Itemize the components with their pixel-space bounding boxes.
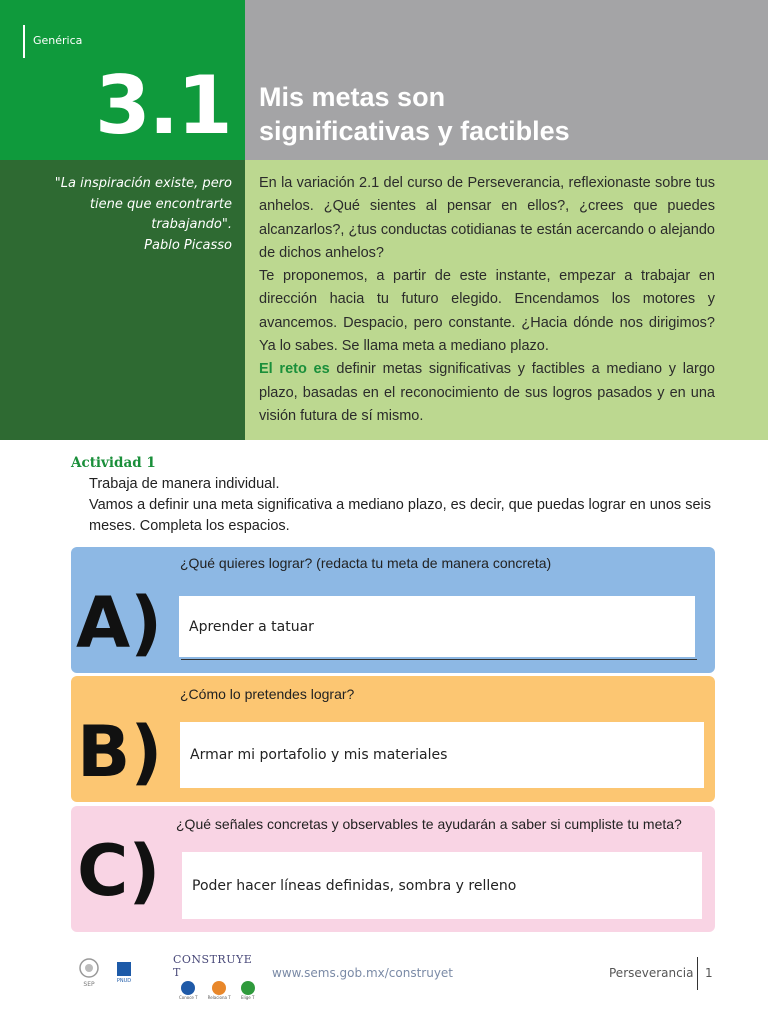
activity-instruction2: Vamos a definir una meta significativa a mediano plazo, es decir, que puedas lograr en unos seis meses. Completa los espacios.	[89, 496, 711, 534]
pnud-emblem-icon	[117, 962, 131, 976]
quote-line2: tiene que encontrarte	[89, 196, 232, 212]
quote-author: Pablo Picasso	[144, 237, 232, 253]
footer-divider	[697, 957, 698, 990]
card-b-question: ¿Cómo lo pretendes lograr?	[180, 686, 355, 702]
card-a-answer-field[interactable]	[179, 596, 695, 657]
elige-t-icon	[241, 981, 255, 995]
quote-line3: trabajando".	[151, 217, 232, 232]
footer-page-number: 1	[705, 966, 713, 980]
intro-paragraph2: Te proponemos, a partir de este instante, empezar a trabajar en dirección hacia tu futuro elegido. Encendamos los motores y avancemos. Despacio, pero constante. ¿Hacia dónde nos dirigimos? Ya lo sabes. Se llama meta a mediano plazo.	[259, 268, 715, 355]
sep-logo-text: SEP	[83, 980, 95, 988]
section-title-line2: significativas y factibles	[259, 116, 570, 146]
conoce-t-icon	[181, 981, 195, 995]
intro-paragraph3	[259, 358, 715, 428]
sep-logo	[76, 953, 102, 991]
card-c-letter: C)	[77, 830, 161, 912]
footer-course-name: Perseverancia	[609, 966, 694, 980]
footer-url-link[interactable]: www.sems.gob.mx/construyet	[272, 966, 454, 980]
card-b-answer: Armar mi portafolio y mis materiales	[190, 747, 448, 763]
card-c-answer: Poder hacer líneas definidas, sombra y relleno	[192, 877, 517, 894]
section-title	[259, 80, 679, 148]
intro-text	[259, 172, 715, 428]
category-label: Genérica	[33, 34, 83, 47]
section-number: 3.1	[95, 59, 231, 152]
card-c-question: ¿Qué señales concretas y observables te ayudarán a saber si cumpliste tu meta?	[176, 816, 682, 832]
card-a-answer: Aprender a tatuar	[189, 618, 314, 635]
construye-t-logo	[173, 953, 263, 1000]
relaciona-t-icon	[212, 981, 226, 995]
quote-line1: "La inspiración existe, pero	[54, 176, 232, 191]
card-c-answer-field[interactable]	[182, 852, 702, 919]
activity-title: Actividad 1	[71, 455, 156, 471]
pnud-logo-text: PNUD	[116, 978, 132, 984]
construye-t-brand: CONSTRUYE T	[173, 953, 253, 979]
quote	[40, 174, 232, 256]
card-a-underline	[181, 659, 697, 660]
activity-instruction1: Trabaja de manera individual.	[89, 476, 280, 492]
intro-paragraph1: En la variación 2.1 del curso de Perseverancia, reflexionaste sobre tus anhelos. ¿Qué sientes al pensar en ellos?, ¿crees que puedes alcanzarlos?, ¿tus conductas cotidianas te están acercando o alejando de dichos anhelos?	[259, 175, 715, 261]
sep-seal-icon	[78, 957, 100, 981]
card-b-answer-field[interactable]	[180, 722, 704, 788]
activity-instructions	[89, 474, 719, 536]
elige-t-label: Elige T	[240, 995, 255, 1000]
reto-text: definir metas significativas y factibles a mediano y largo plazo, basadas en el reconocimiento de sus logros pasados y en una visión futura de sí mismo.	[259, 361, 715, 424]
card-b-letter: B)	[77, 711, 163, 793]
card-a-question: ¿Qué quieres lograr? (redacta tu meta de manera concreta)	[180, 555, 552, 571]
conoce-t-label: Conoce T	[179, 995, 198, 1000]
section-title-line1: Mis metas son	[259, 82, 446, 112]
category-divider	[23, 25, 25, 58]
card-a-letter: A)	[76, 582, 163, 664]
relaciona-t-label: Relaciona T	[207, 995, 231, 1000]
reto-label: El reto es	[259, 361, 330, 378]
pnud-logo	[116, 955, 132, 991]
